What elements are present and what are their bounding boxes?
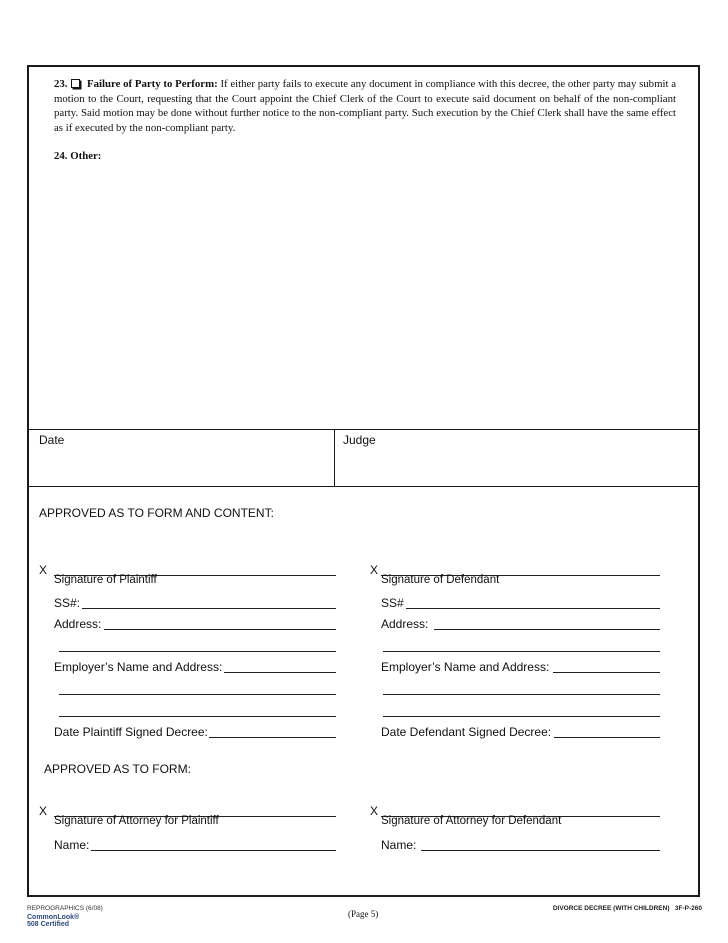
defendant-date-signed-field[interactable] bbox=[554, 737, 660, 738]
defendant-employer-field-2[interactable] bbox=[383, 694, 660, 695]
clause-23-title: Failure of Party to Perform: bbox=[87, 78, 218, 90]
defendant-date-signed-label: Date Defendant Signed Decree: bbox=[381, 725, 552, 739]
certified-label: 508 Certified bbox=[27, 921, 70, 928]
commonlook-logo: CommonLook® bbox=[27, 914, 80, 921]
plaintiff-date-signed-field[interactable] bbox=[209, 737, 336, 738]
defendant-ss-label: SS# bbox=[381, 596, 404, 610]
plaintiff-address-field-2[interactable] bbox=[59, 651, 336, 652]
attorney-defendant-name-field[interactable] bbox=[421, 850, 660, 851]
clause-23 bbox=[54, 77, 676, 135]
checkbox-icon[interactable] bbox=[71, 79, 80, 88]
reprographics-label: REPROGRAPHICS (6/08) bbox=[27, 905, 103, 912]
clause-23-text: If either party fails to execute any document in compliance with this decree, the other party may submit a motion to the Court, requesting that the Court appoint the Chief Clerk of the Court to execute said document on behalf of the non-compliant party. Said motion may be done without further notice to the non-compliant party. Such execution by the Chief Clerk shall have the same effect as if executed by the non-compliant party. bbox=[54, 78, 677, 134]
page-number: (Page 5) bbox=[348, 909, 379, 919]
attorney-defendant-x-mark: X bbox=[370, 804, 379, 818]
approved-form-heading: APPROVED AS TO FORM: bbox=[44, 762, 191, 776]
clause-23-number: 23. bbox=[54, 78, 68, 90]
judge-label: Judge bbox=[343, 433, 376, 447]
attorney-defendant-name-label: Name: bbox=[381, 838, 417, 852]
defendant-address-field-2[interactable] bbox=[383, 651, 660, 652]
date-label: Date bbox=[39, 433, 65, 447]
plaintiff-x-mark: X bbox=[39, 563, 48, 577]
plaintiff-ss-field[interactable] bbox=[82, 608, 336, 609]
plaintiff-signature-label: Signature of Plaintiff bbox=[54, 574, 157, 586]
plaintiff-ss-label: SS#: bbox=[54, 596, 81, 610]
plaintiff-employer-field[interactable] bbox=[224, 672, 336, 673]
plaintiff-employer-field-3[interactable] bbox=[59, 716, 336, 717]
plaintiff-employer-label: Employer’s Name and Address: bbox=[54, 660, 223, 674]
court-section-top-divider bbox=[29, 429, 698, 430]
defendant-employer-label: Employer’s Name and Address: bbox=[381, 660, 550, 674]
defendant-address-field[interactable] bbox=[434, 629, 660, 630]
defendant-employer-field-3[interactable] bbox=[383, 716, 660, 717]
defendant-ss-field[interactable] bbox=[406, 608, 660, 609]
defendant-address-label: Address: bbox=[381, 617, 429, 631]
footer-left bbox=[27, 905, 103, 929]
plaintiff-address-field[interactable] bbox=[104, 629, 336, 630]
plaintiff-date-signed-label: Date Plaintiff Signed Decree: bbox=[54, 725, 208, 739]
attorney-defendant-signature-label: Signature of Attorney for Defendant bbox=[381, 815, 562, 827]
defendant-employer-field[interactable] bbox=[553, 672, 660, 673]
defendant-signature-label: Signature of Defendant bbox=[381, 574, 500, 586]
attorney-plaintiff-signature-label: Signature of Attorney for Plaintiff bbox=[54, 815, 219, 827]
defendant-x-mark: X bbox=[370, 563, 379, 577]
plaintiff-employer-field-2[interactable] bbox=[59, 694, 336, 695]
approved-form-content-heading: APPROVED AS TO FORM AND CONTENT: bbox=[39, 506, 274, 520]
clause-24-label: 24. Other: bbox=[54, 150, 102, 162]
date-judge-divider bbox=[334, 429, 335, 486]
attorney-plaintiff-name-field[interactable] bbox=[91, 850, 336, 851]
court-section-bottom-divider bbox=[29, 486, 698, 487]
plaintiff-address-label: Address: bbox=[54, 617, 102, 631]
form-title: DIVORCE DECREE (WITH CHILDREN) 3F-P-260 bbox=[552, 905, 702, 912]
attorney-plaintiff-x-mark: X bbox=[39, 804, 48, 818]
attorney-plaintiff-name-label: Name: bbox=[54, 838, 90, 852]
